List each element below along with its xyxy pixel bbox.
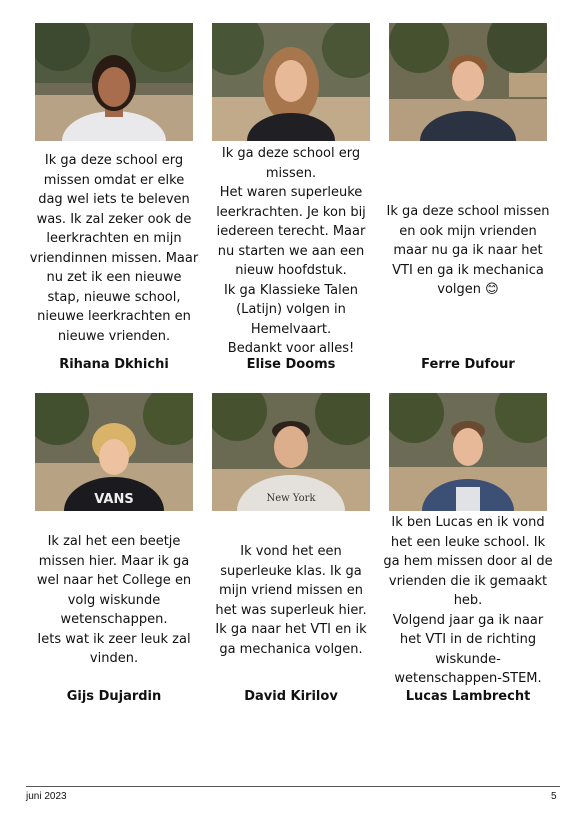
student-name: Ferre Dufour — [421, 357, 515, 372]
student-quote: Ik ben Lucas en ik vond het een leuke school. Ik ga hem missen door al de vrienden die ik gemaakt heb. Volgend jaar ga ik naar het VTI in de richting wiskunde- wetenschappen-STEM. — [383, 515, 553, 686]
student-name: Gijs Dujardin — [66, 689, 162, 704]
shirt-logo: New York — [266, 493, 316, 504]
student-photo-gijs — [35, 393, 193, 511]
student-photo-lucas — [389, 393, 547, 511]
student-name: Rihana Dkhichi — [59, 357, 169, 372]
student-quote: Ik ga deze school erg missen omdat er elke dag wel iets te beleven was. Ik zal zeker ook de leerkrachten en mijn vriendinnen missen. Maar nu zet ik een nieuwe stap, nieuwe school, nieuwe leerkrachten en nieuwe vrienden. — [29, 153, 199, 344]
student-name: Elise Dooms — [246, 357, 336, 372]
student-photo-david — [212, 393, 370, 511]
student-quote: Ik ga deze school erg missen. Het waren superleuke leerkrachten. Je kon bij iedereen terecht. Maar nu starten we aan een nieuw hoofdstuk. Ik ga Klassieke Talen (Latijn) volgen in Hemelvaart. Bedankt voor alles! — [216, 146, 366, 356]
student-quote: Ik zal het een beetje missen hier. Maar ik ga wel naar het College en volg wiskunde wetenschappen. Iets wat ik zeer leuk zal vinden. — [36, 534, 192, 666]
footer-divider — [26, 786, 560, 787]
page-number: 5 — [551, 791, 557, 802]
shirt-logo: VANS — [94, 492, 134, 507]
student-quote: Ik ga deze school missen en ook mijn vrienden maar nu ga ik naar het VTI en ga ik mechanica volgen 😊 — [386, 204, 550, 297]
student-photo-ferre — [389, 23, 547, 141]
student-quote: Ik vond het een superleuke klas. Ik ga mijn vriend missen en het was superleuk hier. Ik ga naar het VTI en ik ga mechanica volgen. — [215, 544, 367, 657]
student-name: Lucas Lambrecht — [405, 689, 531, 704]
student-photo-rihana — [35, 23, 193, 141]
footer-date: juni 2023 — [26, 791, 67, 802]
student-name: David Kirilov — [244, 689, 338, 704]
student-photo-elise — [212, 23, 370, 141]
